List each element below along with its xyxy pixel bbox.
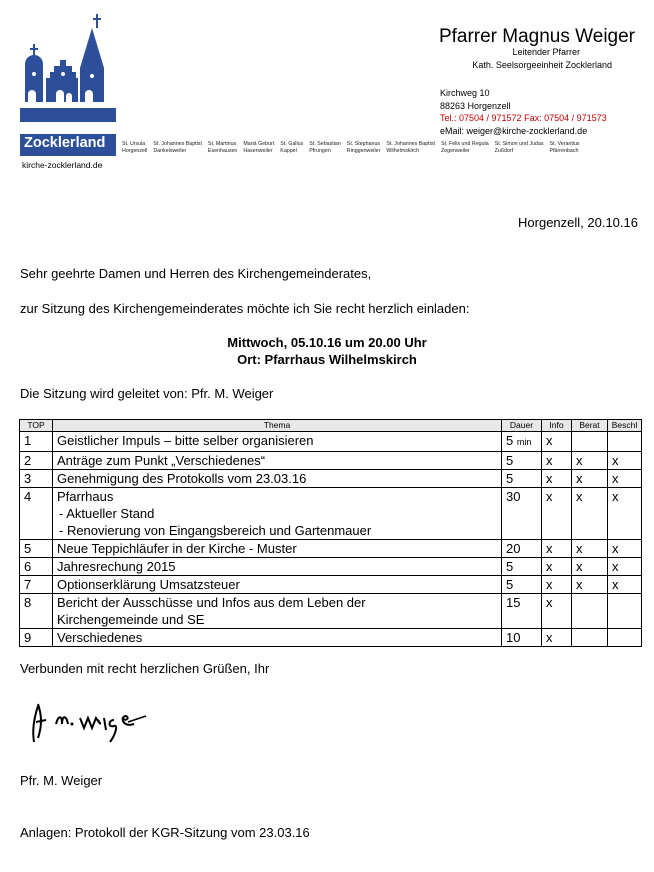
parish-saint: St. Martinus (207, 141, 237, 147)
table-row (20, 452, 642, 470)
cell-top: 2 (20, 452, 53, 470)
parish-item (280, 141, 303, 155)
cell-dauer: 20 (502, 540, 542, 558)
cell-top: 3 (20, 470, 53, 488)
logo-text-line1: Seelsorgeeinheit (24, 124, 101, 134)
table-row (20, 488, 642, 540)
cell-thema: Anträge zum Punkt „Verschiedenes“ (53, 452, 502, 470)
cell-top: 7 (20, 576, 53, 594)
address-street: Kirchweg 10 (440, 88, 490, 98)
signature-name: Pfr. M. Weiger (20, 773, 103, 788)
cell-dauer: 5 (502, 470, 542, 488)
cell-info: x (542, 629, 572, 647)
cell-berat: x (572, 540, 608, 558)
address-phone: Tel.: 07504 / 971572 Fax: 07504 / 971573 (440, 113, 607, 123)
cell-info: x (542, 452, 572, 470)
parish-item (122, 141, 147, 155)
cell-berat: x (572, 452, 608, 470)
parish-item (309, 141, 341, 155)
header-beschl: Beschl (608, 420, 642, 432)
parish-place: Hasenweiler (243, 148, 273, 154)
cell-dauer: 10 (502, 629, 542, 647)
cell-berat: x (572, 488, 608, 540)
parish-item (347, 141, 381, 155)
address-email[interactable]: eMail: weiger@kirche-zocklerland.de (440, 125, 588, 136)
cell-dauer (502, 432, 542, 452)
table-row (20, 470, 642, 488)
thema-line: Kirchengemeinde und SE (57, 612, 205, 627)
cell-thema: Optionserklärung Umsatzsteuer (53, 576, 502, 594)
sender-unit: Kath. Seelsorgeeinheit Zocklerland (472, 60, 612, 70)
meeting-location: Ort: Pfarrhaus Wilhelmskirch (237, 352, 417, 367)
cell-berat: x (572, 558, 608, 576)
closing-line: Verbunden mit recht herzlichen Grüßen, Ihr (20, 661, 270, 676)
cell-beschl: x (608, 576, 642, 594)
letter-date: Horgenzell, 20.10.16 (518, 215, 638, 230)
cell-info: x (542, 488, 572, 540)
parish-saint: St. Sebastian (309, 141, 341, 147)
table-row (20, 540, 642, 558)
thema-subitem: - Renovierung von Eingangsbereich und Gartenmauer (59, 523, 372, 538)
header-info: Info (542, 420, 572, 432)
cell-dauer: 5 (502, 576, 542, 594)
church-icon (20, 14, 116, 122)
cell-info: x (542, 576, 572, 594)
parish-item (208, 141, 237, 155)
cell-info: x (542, 558, 572, 576)
cell-top: 8 (20, 594, 53, 629)
parish-saint: Mariä Geburt (243, 141, 275, 147)
sender-address (440, 87, 607, 137)
cell-top: 9 (20, 629, 53, 647)
cell-berat: x (572, 576, 608, 594)
parish-saint: St. Ursula (122, 141, 146, 147)
sender-name: Pfarrer Magnus Weiger (438, 26, 635, 47)
invitation-text: zur Sitzung des Kirchengemeinderates möchte ich Sie recht herzlich einladen: (20, 301, 470, 316)
table-row (20, 558, 642, 576)
logo-text-line2: Zocklerland (24, 135, 106, 151)
parish-item (386, 141, 435, 155)
cell-thema: Genehmigung des Protokolls vom 23.03.16 (53, 470, 502, 488)
parish-place: Zogenweiler (440, 148, 470, 154)
parish-saint: St. Verantius (549, 141, 580, 147)
cell-dauer: 5 (502, 452, 542, 470)
parish-item (243, 141, 274, 155)
parish-saint: St. Johannes Baptist (386, 141, 435, 147)
chair-line: Die Sitzung wird geleitet von: Pfr. M. Weiger (20, 386, 274, 401)
parish-item (441, 141, 489, 155)
table-row (20, 576, 642, 594)
cell-top: 1 (20, 432, 53, 452)
cell-beschl (608, 629, 642, 647)
salutation: Sehr geehrte Damen und Herren des Kirchengemeinderates, (20, 266, 372, 281)
parish-place: Esenhausen (207, 148, 238, 154)
cell-beschl (608, 594, 642, 629)
cell-info: x (542, 432, 572, 452)
parish-saint: St. Gallus (280, 141, 304, 147)
logo-url[interactable]: kirche-zocklerland.de (22, 160, 103, 170)
thema-subitem: - Aktueller Stand (59, 506, 155, 521)
cell-beschl: x (608, 470, 642, 488)
dauer-value: 5 (506, 433, 514, 448)
signature-icon (28, 694, 158, 754)
dauer-unit: min (516, 437, 532, 447)
attachments-line: Anlagen: Protokoll der KGR-Sitzung vom 23.03.16 (20, 825, 310, 840)
header-top: TOP (20, 420, 53, 432)
parish-saint: St. Felix und Regula (440, 141, 489, 147)
header-thema: Thema (53, 420, 502, 432)
cell-thema: Geistlicher Impuls – bitte selber organisieren (53, 432, 502, 452)
cell-thema (53, 594, 502, 629)
table-row (20, 629, 642, 647)
cell-thema (53, 488, 502, 540)
cell-beschl: x (608, 488, 642, 540)
cell-beschl: x (608, 540, 642, 558)
meeting-time: Mittwoch, 05.10.16 um 20.00 Uhr (227, 335, 427, 350)
header-berat: Berat (572, 420, 608, 432)
parish-place: Pfärrenbach (549, 148, 579, 154)
parish-item (153, 141, 202, 155)
cell-info: x (542, 540, 572, 558)
sender-role: Leitender Pfarrer (512, 47, 580, 57)
header-dauer: Dauer (502, 420, 542, 432)
cell-beschl (608, 432, 642, 452)
cell-thema: Neue Teppichläufer in der Kirche - Muster (53, 540, 502, 558)
cell-thema: Jahresrechung 2015 (53, 558, 502, 576)
parish-saint: St. Stephanus (346, 141, 381, 147)
cell-info: x (542, 470, 572, 488)
table-row (20, 594, 642, 629)
parish-item (550, 141, 580, 155)
parish-saint: St. Simon und Judas (494, 141, 544, 147)
cell-berat (572, 432, 608, 452)
cell-beschl: x (608, 558, 642, 576)
parish-list (122, 141, 642, 155)
cell-dauer: 5 (502, 558, 542, 576)
parish-place: Ringgenweiler (346, 148, 381, 154)
parish-item (495, 141, 544, 155)
table-header-row (20, 420, 642, 432)
cell-dauer: 15 (502, 594, 542, 629)
parish-place: Pfrungen (309, 148, 331, 154)
table-row (20, 432, 642, 452)
parish-place: Zußdorf (494, 148, 514, 154)
parish-place: Wilhelmskirch (386, 148, 420, 154)
thema-line: Bericht der Ausschüsse und Infos aus dem Leben der (57, 595, 366, 610)
cell-top: 5 (20, 540, 53, 558)
parish-place: Kappel (280, 148, 297, 154)
address-city: 88263 Horgenzell (440, 100, 511, 111)
cell-thema: Verschiedenes (53, 629, 502, 647)
cell-berat (572, 629, 608, 647)
cell-top: 4 (20, 488, 53, 540)
parish-place: Dankelsweiler (153, 148, 187, 154)
thema-title: Pfarrhaus (57, 489, 114, 504)
cell-beschl: x (608, 452, 642, 470)
cell-info: x (542, 594, 572, 629)
cell-berat: x (572, 470, 608, 488)
signature (28, 694, 158, 754)
cell-dauer: 30 (502, 488, 542, 540)
parish-saint: St. Johannes Baptist (153, 141, 202, 147)
agenda-table (19, 419, 642, 647)
cell-top: 6 (20, 558, 53, 576)
cell-berat (572, 594, 608, 629)
parish-place: Horgenzell (122, 148, 148, 154)
